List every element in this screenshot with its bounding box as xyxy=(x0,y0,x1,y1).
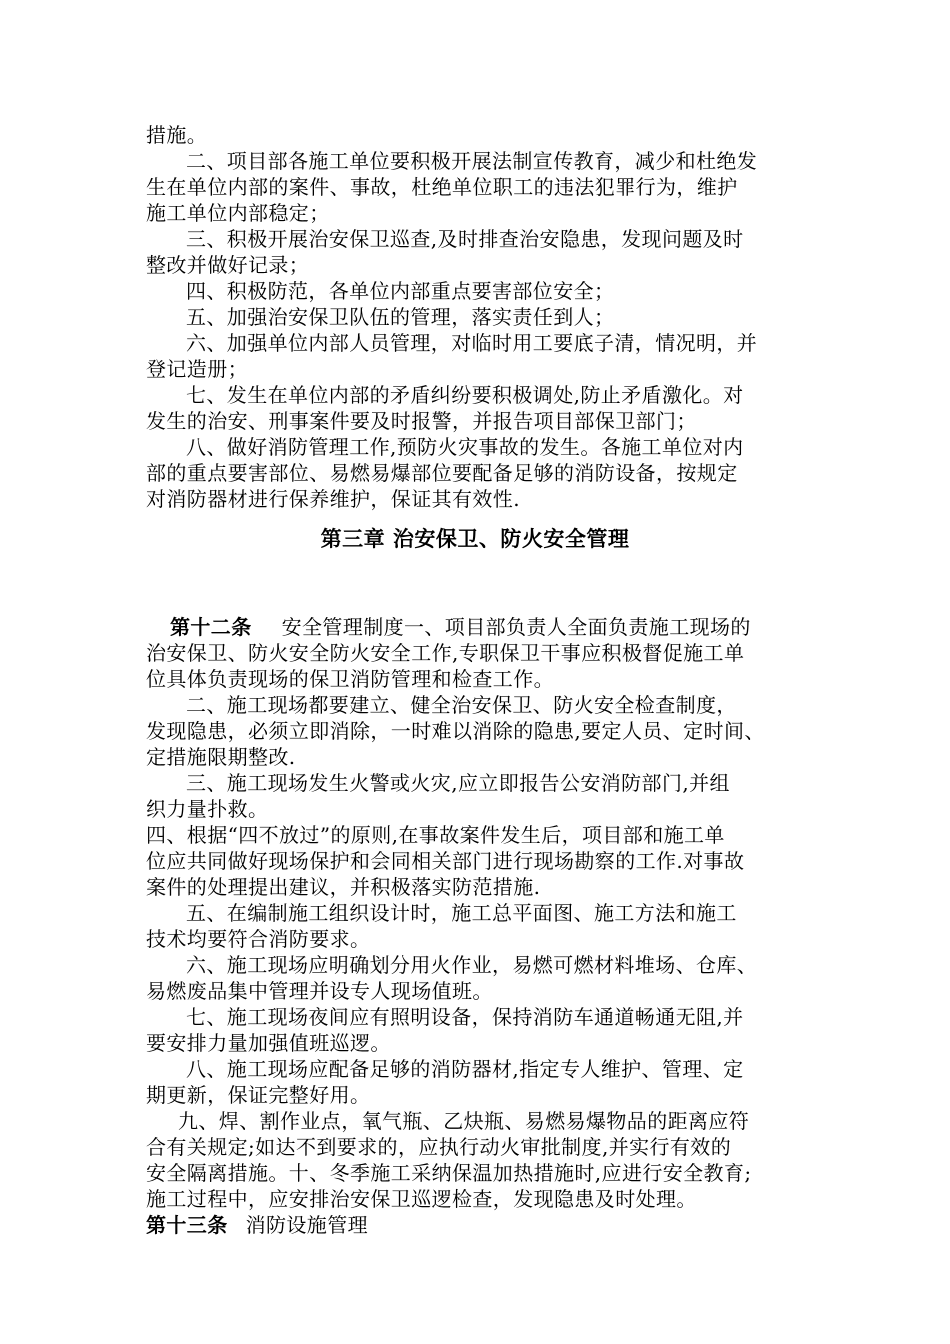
text-line: 四、积极防范，各单位内部重点要害部位安全； xyxy=(186,279,615,303)
text-line: 安全隔离措施。十、冬季施工采纳保温加热措施时,应进行安全教育; xyxy=(146,1161,752,1185)
text-line: 整改并做好记录； xyxy=(146,253,310,277)
text-line: 六、加强单位内部人员管理，对临时用工要底子清，情况明，并 xyxy=(186,331,758,355)
text-line: 七、施工现场夜间应有照明设备，保持消防车通道畅通无阻,并 xyxy=(186,1005,744,1029)
text-line: 措施。 xyxy=(146,123,208,147)
text-line: 合有关规定;如达不到要求的，应执行动火审批制度,并实行有效的 xyxy=(146,1135,732,1159)
article-13-label: 第十三条 xyxy=(146,1213,228,1237)
text-line: 八、施工现场应配备足够的消防器材,指定专人维护、管理、定 xyxy=(186,1057,744,1081)
text-line: 发现隐患，必须立即消除，一时难以消除的隐患,要定人员、定时间、 xyxy=(146,719,765,743)
text-line: 施工过程中，应安排治安保卫巡逻检查，发现隐患及时处理。 xyxy=(146,1187,697,1211)
text-line: 期更新，保证完整好用。 xyxy=(146,1083,371,1107)
text-line: 位应共同做好现场保护和会同相关部门进行现场勘察的工作.对事故 xyxy=(146,849,745,873)
text-line: 对消防器材进行保养维护，保证其有效性. xyxy=(146,487,520,511)
text-line: 二、项目部各施工单位要积极开展法制宣传教育，减少和杜绝发 xyxy=(186,149,758,173)
text-line: 四、根据“四不放过”的原则,在事故案件发生后，项目部和施工单 xyxy=(146,823,725,847)
article-12-label: 第十二条 xyxy=(170,615,252,639)
text-line: 六、施工现场应明确划分用火作业，易燃可燃材料堆场、仓库、 xyxy=(186,953,758,977)
article-13-line xyxy=(146,1212,368,1238)
text-line: 三、施工现场发生火警或火灾,应立即报告公安消防部门,并组 xyxy=(186,771,730,795)
text-line: 三、积极开展治安保卫巡查,及时排查治安隐患，发现问题及时 xyxy=(186,227,744,251)
text-line: 位具体负责现场的保卫消防管理和检查工作。 xyxy=(146,667,554,691)
text-line: 织力量扑救。 xyxy=(146,797,269,821)
text-line: 生在单位内部的案件、事故，杜绝单位职工的违法犯罪行为，维护 xyxy=(146,175,738,199)
chapter-title: 第三章 治安保卫、防火安全管理 xyxy=(320,527,630,551)
text-line: 定措施限期整改. xyxy=(146,745,296,769)
text-line: 登记造册； xyxy=(146,357,248,381)
text-line: 案件的处理提出建议，并积极落实防范措施. xyxy=(146,875,541,899)
text-line: 九、焊、割作业点，氧气瓶、乙炔瓶、易燃易爆物品的距离应符 xyxy=(178,1109,750,1133)
text-line: 部的重点要害部位、易燃易爆部位要配备足够的消防设备，按规定 xyxy=(146,461,738,485)
text-line: 发生的治安、刑事案件要及时报警，并报告项目部保卫部门； xyxy=(146,409,697,433)
text-line: 易燃废品集中管理并设专人现场值班。 xyxy=(146,979,493,1003)
text-line: 五、加强治安保卫队伍的管理，落实责任到人； xyxy=(186,305,615,329)
article-12-line xyxy=(170,614,751,640)
text-line: 七、发生在单位内部的矛盾纠纷要积极调处,防止矛盾激化。对 xyxy=(186,383,744,407)
text-line: 施工单位内部稳定； xyxy=(146,201,330,225)
text-line: 二、施工现场都要建立、健全治安保卫、防火安全检查制度， xyxy=(186,693,737,717)
text-line: 治安保卫、防火安全防火安全工作,专职保卫干事应积极督促施工单 xyxy=(146,641,745,665)
text-line: 技术均要符合消防要求。 xyxy=(146,927,371,951)
text-line: 要安排力量加强值班巡逻。 xyxy=(146,1031,391,1055)
article-13-text: 消防设施管理 xyxy=(245,1213,369,1237)
article-12-text: 安全管理制度一、项目部负责人全面负责施工现场的 xyxy=(281,615,751,639)
text-line: 八、做好消防管理工作,预防火灾事故的发生。各施工单位对内 xyxy=(186,435,744,459)
text-line: 五、在编制施工组织设计时，施工总平面图、施工方法和施工 xyxy=(186,901,737,925)
